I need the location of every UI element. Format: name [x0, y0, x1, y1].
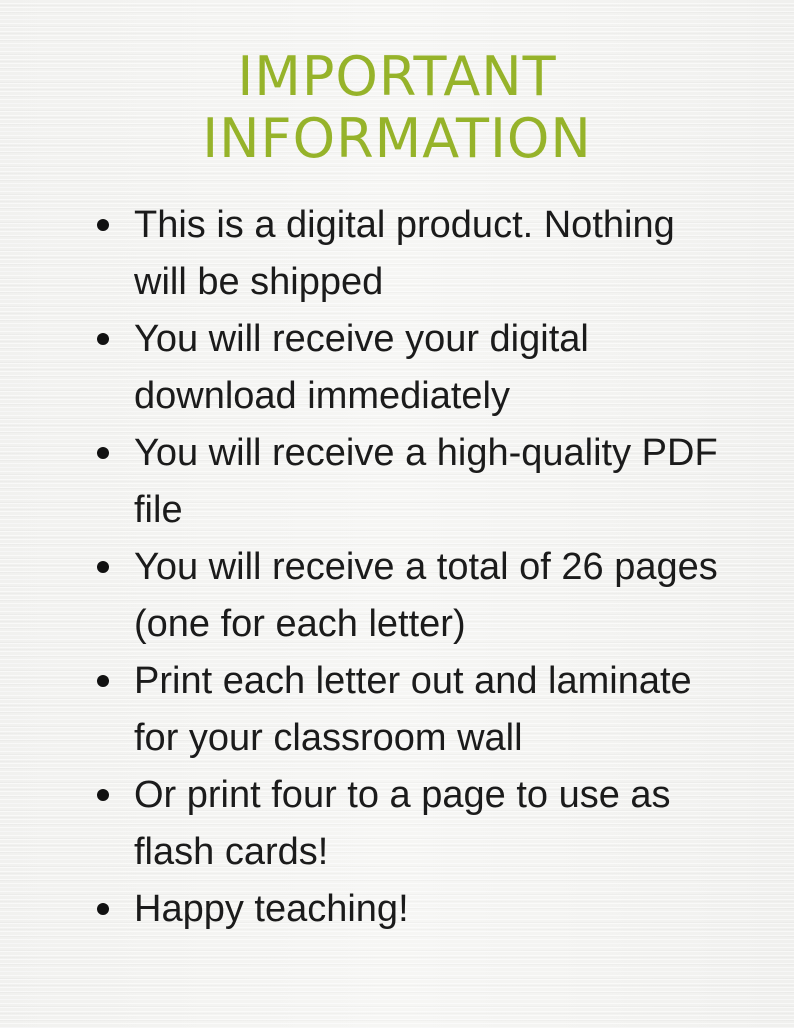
info-list — [94, 197, 734, 938]
list-item — [94, 425, 734, 539]
bullet-icon — [97, 675, 109, 687]
list-item-text: Print each letter out and laminate for your classroom wall — [134, 660, 692, 759]
list-item-text: Or print four to a page to use as flash cards! — [134, 774, 671, 873]
title-line-1: IMPORTANT — [237, 45, 557, 108]
bullet-icon — [97, 333, 109, 345]
bullet-icon — [97, 903, 109, 915]
title-line-2: INFORMATION — [202, 107, 592, 170]
list-item-text: This is a digital product. Nothing will be shipped — [134, 204, 675, 303]
bullet-icon — [97, 789, 109, 801]
page-title — [0, 46, 794, 170]
bullet-icon — [97, 561, 109, 573]
list-item-text: You will receive a high-quality PDF file — [134, 432, 718, 531]
list-item — [94, 311, 734, 425]
list-item — [94, 653, 734, 767]
list-item-text: You will receive your digital download immediately — [134, 318, 589, 417]
list-item-text: You will receive a total of 26 pages (one for each letter) — [134, 546, 718, 645]
list-item — [94, 881, 734, 938]
list-item-text: Happy teaching! — [134, 888, 409, 930]
list-item — [94, 197, 734, 311]
bullet-icon — [97, 447, 109, 459]
list-item — [94, 767, 734, 881]
bullet-icon — [97, 219, 109, 231]
list-item — [94, 539, 734, 653]
